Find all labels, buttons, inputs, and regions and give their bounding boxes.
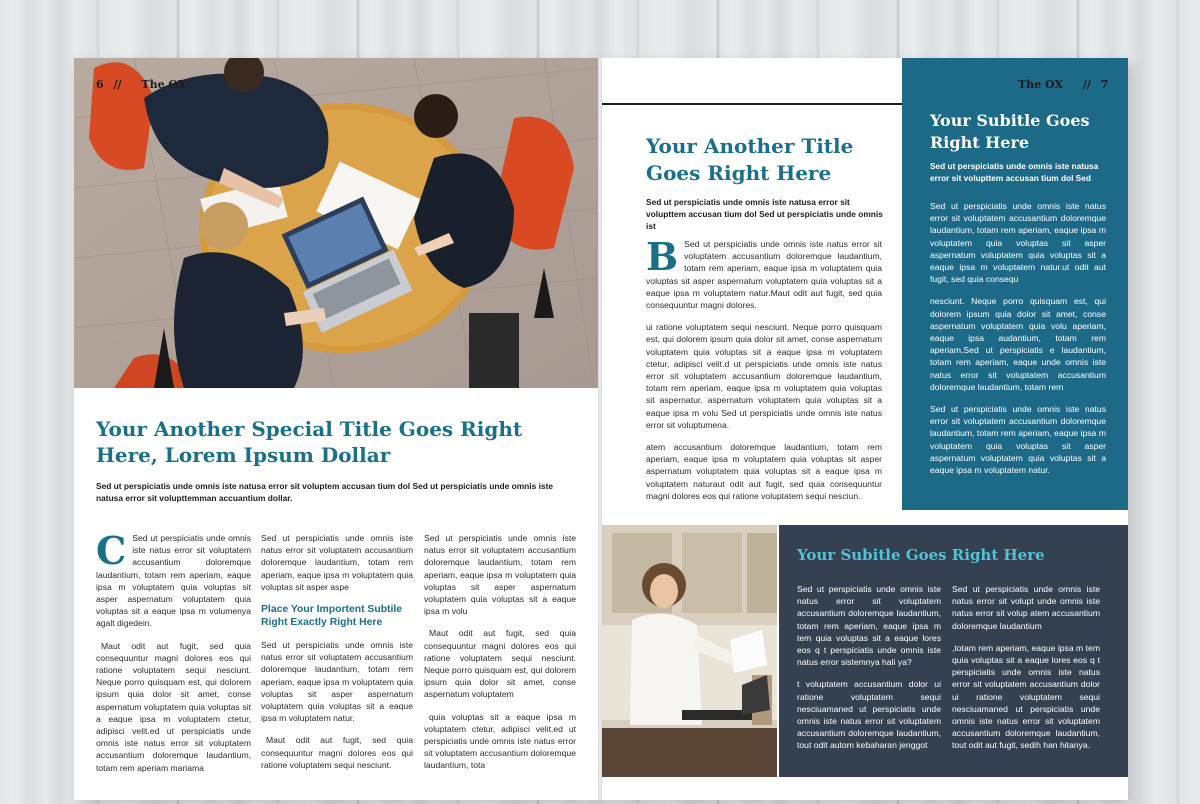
bottom-box-title: Your Subitle Goes Right Here [797, 546, 1045, 564]
article-column [646, 234, 882, 512]
intro-paragraph: Sed ut perspiciatis unde omnis iste natusa error sit volupttem accusan tium dol Sed ut perspiciatis unde omnis ist [646, 197, 883, 231]
folio-brand: The OX [141, 78, 187, 91]
column-paragraph: quia voluptas sit a eaque ipsa m voluptatem ctetur, adipisci velit.ed ut perspiciatis unde omnis iste natus error sit voluptatem accusantium doloremque laudantium, tota [424, 711, 576, 771]
bottom-paragraph: Sed ut perspiciatis unde omnis iste natus error sit voluptatem accusantium doloremque laudantium, totam rem aperiam, eaque ipsa m tem quia voluptas sit a eaque lores eos q t perspiciatis unde omnis iste natus error sistemnya hali ya? [797, 584, 941, 668]
folio-separator: // [113, 78, 122, 91]
sidebar-intro: Sed ut perspiciatis unde omnis iste natusa error sit volupttem accusan tium dol Sed [930, 161, 1099, 184]
bottom-paragraph: Sed ut perspiciatis unde omnis iste natus error sit volupt unde omnis iste natus error sit volup atem accusantium doloremque laudantium [952, 584, 1100, 631]
intro-paragraph: Sed ut perspiciatis unde omnis iste natusa error sit voluptem accusan tium dol Sed ut perspiciatis unde omnis iste natusa error sit volupttemman accuantium dollar. [96, 481, 554, 503]
page-folio-left [96, 78, 186, 91]
page-number: 6 [96, 78, 104, 91]
page-number: 7 [1100, 78, 1109, 91]
column-subheading: Place Your Importent Subtile Right Exactly Right Here [261, 604, 403, 629]
sidebar-paragraph: Sed ut perspiciatis unde omnis iste natus error sit voluptatem accusantium doloremque laudantium, totam rem aperiam, eaque ipsa m voluptatem quia voluptas sit asper aspernatum voluptatem quia voluptas sit a eaque ipsa m voluptatem natur. [930, 404, 1106, 476]
sidebar-paragraph: nesciunt. Neque porro quisquam est, qui dolorem ipsum quia dolor sit amet, conse aspernatum voluptatem quia volu aperiam, eaque ipsa audantium, totam rem aperiam,Sed ut perspiciatis e laudantium, totam rem aperiam, eaque unde omnis iste natus error sit voluptatem accusantium doloremque laudantium, totam rem [930, 296, 1106, 392]
column-paragraph: ui ratione voluptatem sequi nesciunt. Neque porro quisquam est, qui dolorem ipsum quia dolor sit amet, conse aspernatum voluptatem quia voluptas sit a eaque ipsa m voluptatem ctetur, adipisci velit.d ut perspiciatis unde omnis iste natus error sit voluptatem accusantium doloremque laudantium, totam rem aperiam, eaque ipsa m voluptatem quia voluptas sit aspernatur. aspernatum voluptatem quia voluptas sit a eaque ipsa m volu Sed ut perspiciatis unde omnis iste natus error sit voluptumena. [646, 322, 882, 430]
article-column-2 [261, 532, 413, 781]
column-paragraph: Sed ut perspiciatis unde omnis iste natus error sit voluptatem accusantium doloremque laudantium, totam rem aperiam, eaque ipsa m voluptatem quia voluptas sit asper aspe [261, 533, 413, 592]
column-paragraph: Sed ut perspiciatis unde omnis iste natus error sit voluptatem accusantium doloremque laudantium, totam rem aperiam, eaque ipsa m voluptatem quia voluptas sit asper aspernatum voluptatem quia voluptas sit a eaque ipsa m volu [424, 533, 576, 617]
bottom-box-column-1 [797, 583, 941, 762]
sidebar-box [902, 58, 1128, 510]
sidebar-paragraph: Sed ut perspiciatis unde omnis iste natus error sit voluptatem accusantium doloremque laudantium, totam rem aperiam, eaque ipsa m voluptatem quia voluptas sit asper aspernatum voluptatem quia voluptas sit a eaque ipsa m voluptatem natur.ut odit aut fugit, sed quia consequ [930, 201, 1106, 285]
column-paragraph: Sed ut perspiciatis unde omnis iste natus error sit voluptatem accusantium doloremque laudantium, totam rem aperiam, eaque ipsa m voluptatem quia voluptas sit asper aspernatum voluptatem quia voluptas sit a eaque ipsa m voluptatem natur. [261, 640, 413, 724]
article-column-3 [424, 532, 576, 782]
drop-cap: B [646, 234, 679, 279]
right-page [602, 58, 1128, 800]
column-paragraph: Maut odit aut fugit, sed quia consequuntur magni dolores eos qui ratione voluptatem sequi nesciunt. Neque porro quisquam est, qui dolorem ipsum quia dolor sit amet, conse aspernatum voluptatem quia voluptas sit a eaque ipsa m voluptatem ctetur, adipisci velit.ed ut perspiciatis unde omnis iste natus error sit voluptatem accusantium doloremque laudantium, totam rem aperiam mariama [96, 640, 251, 773]
column-paragraph: Maut odit aut fugit, sed quia consequuntur magni dolores eos qui ratione voluptatem sequi nesciunt. [261, 735, 413, 770]
sidebar-body [930, 200, 1106, 486]
bottom-paragraph: t voluptatem accusantium dolor ui ratione voluptatem sequi nesciuamaned ut perspiciatis unde omnis iste natus error sit voluptatem accusantium doloremque laudantium, tout odit autom kebaharan jenggot [797, 679, 941, 751]
column-paragraph: C Sed ut perspiciatis unde omnis iste natus error sit voluptatem accusantium doloremque laudantium, totam rem aperiam, eaque ipsa m voluptatem quia voluptas sit asper aspernatum voluptatem quia voluptas sit a eaque ipsa m volumenya agalt digedein. [96, 528, 251, 629]
column-paragraph: Maut odit aut fugit, sed quia consequuntur magni dolores eos qui ratione voluptatem sequi nesciunt. Neque porro quisquam est, qui dolorem ipsum quia dolor sit amet, conse aspernatum voluptatem [424, 628, 576, 700]
bottom-feature-box [779, 525, 1128, 777]
woman-reading-paper-photo [602, 525, 777, 777]
page-title: Your Another Special Title Goes Right Here, Lorem Ipsum Dollar [96, 417, 523, 467]
sidebar-title: Your Subitle Goes Right Here [930, 111, 1090, 152]
header-rule [602, 103, 902, 105]
left-page [74, 58, 598, 800]
bottom-box-column-2 [952, 583, 1100, 762]
drop-cap: C [96, 528, 127, 573]
folio-brand: The OX [1018, 78, 1063, 91]
column-paragraph: B Sed ut perspiciatis unde omnis iste natus error sit voluptatem accusantium doloremque laudantium, totam rem aperiam, eaque ipsa m voluptatem quia voluptas sit asper aspernatum voluptatem quia voluptas sit a eaque ipsa m voluptatem natur.Maut odit aut fugit, sed quia consequuntur magni dolores. [646, 234, 882, 311]
bottom-paragraph: ,totam rem aperiam, eaque ipsa m tem quia voluptas sit a eaque lores eos q t perspiciatis unde omnis iste natus error sit voluptatem accusantium dolor ui ratione voluptatem sequi nesciuamaned ut perspiciatis unde omnis iste natus error sit voluptatem accusantium doloremque laudantium, tout odit aut fugit, sedih han hitanya. [952, 642, 1100, 751]
page-title: Your Another Title Goes Right Here [646, 134, 854, 185]
column-paragraph: atem accusantium doloremque laudantium, totam rem aperiam, eaque ipsa m voluptatem quia voluptas sit asper aspernatum voluptatem quia voluptas sit a eaque ipsa m voluptatem naturaut odit aut fugit, sed quia consequuntur magni dolores eos qui ratione voluptatem sequi nesciun. [646, 442, 882, 501]
folio-separator: // [1082, 78, 1091, 91]
business-meeting-photo [74, 58, 598, 388]
page-folio-right [1018, 78, 1108, 91]
article-column-1 [96, 528, 251, 784]
